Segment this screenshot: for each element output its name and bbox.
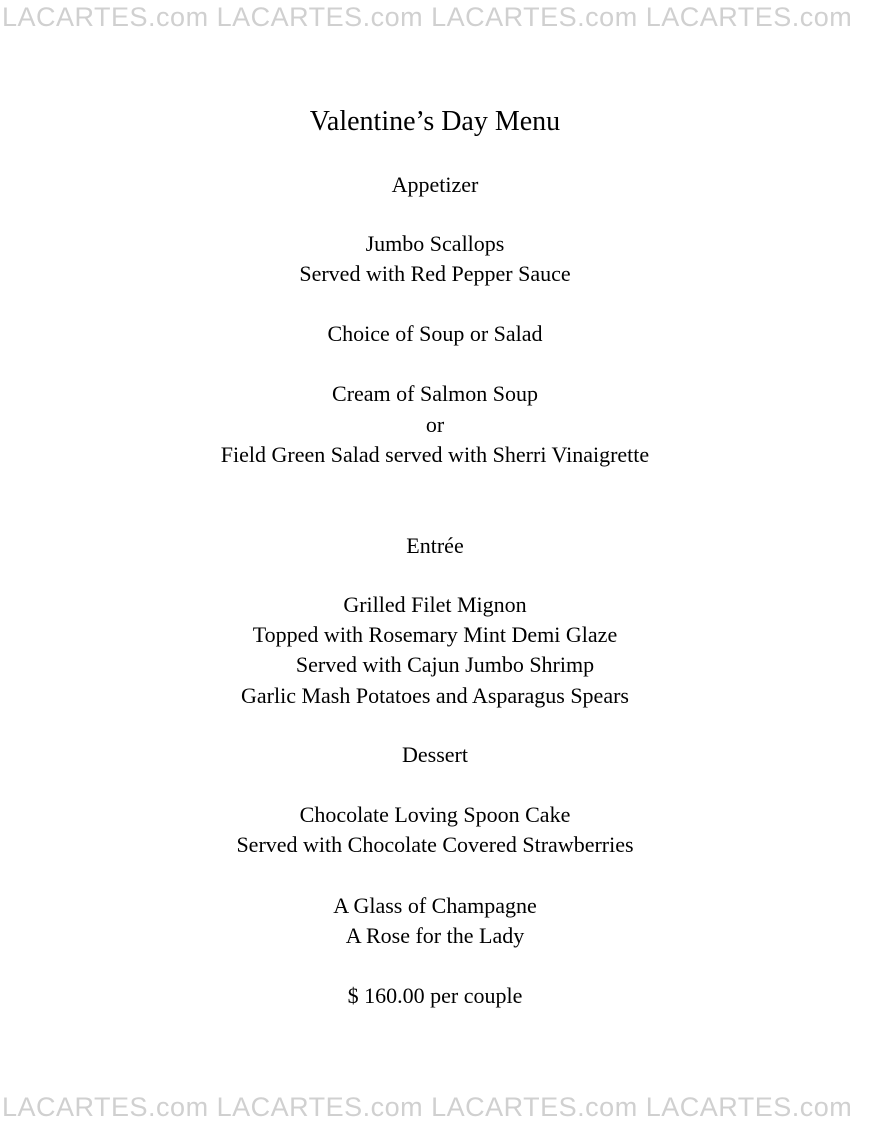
entree-heading: Entrée	[406, 533, 464, 558]
dessert-item-name: Chocolate Loving Spoon Cake	[299, 802, 571, 827]
entree-line-1: Topped with Rosemary Mint Demi Glaze	[252, 622, 618, 647]
extras-rose: A Rose for the Lady	[345, 923, 525, 948]
appetizer-item-name: Jumbo Scallops	[365, 231, 505, 256]
menu-price: $ 160.00 per couple	[347, 983, 523, 1008]
appetizer-item-desc: Served with Red Pepper Sauce	[299, 261, 571, 286]
entree-line-2: Served with Cajun Jumbo Shrimp	[295, 652, 595, 677]
watermark-bottom: LACARTES.com LACARTES.com LACARTES.com LACARTES.com	[2, 1092, 853, 1122]
extras-champagne: A Glass of Champagne	[333, 893, 537, 918]
entree-item-name: Grilled Filet Mignon	[343, 592, 527, 617]
dessert-heading: Dessert	[402, 742, 468, 767]
menu-title: Valentine’s Day Menu	[309, 106, 561, 137]
entree-line-3: Garlic Mash Potatoes and Asparagus Spears	[241, 683, 629, 708]
salad-option: Field Green Salad served with Sherri Vinaigrette	[220, 442, 650, 467]
soup-option: Cream of Salmon Soup	[332, 381, 538, 406]
soup-salad-heading: Choice of Soup or Salad	[327, 321, 543, 346]
soup-salad-or: or	[425, 412, 445, 437]
appetizer-heading: Appetizer	[391, 172, 479, 197]
dessert-item-desc: Served with Chocolate Covered Strawberries	[236, 832, 634, 857]
watermark-top: LACARTES.com LACARTES.com LACARTES.com LACARTES.com	[2, 2, 853, 32]
